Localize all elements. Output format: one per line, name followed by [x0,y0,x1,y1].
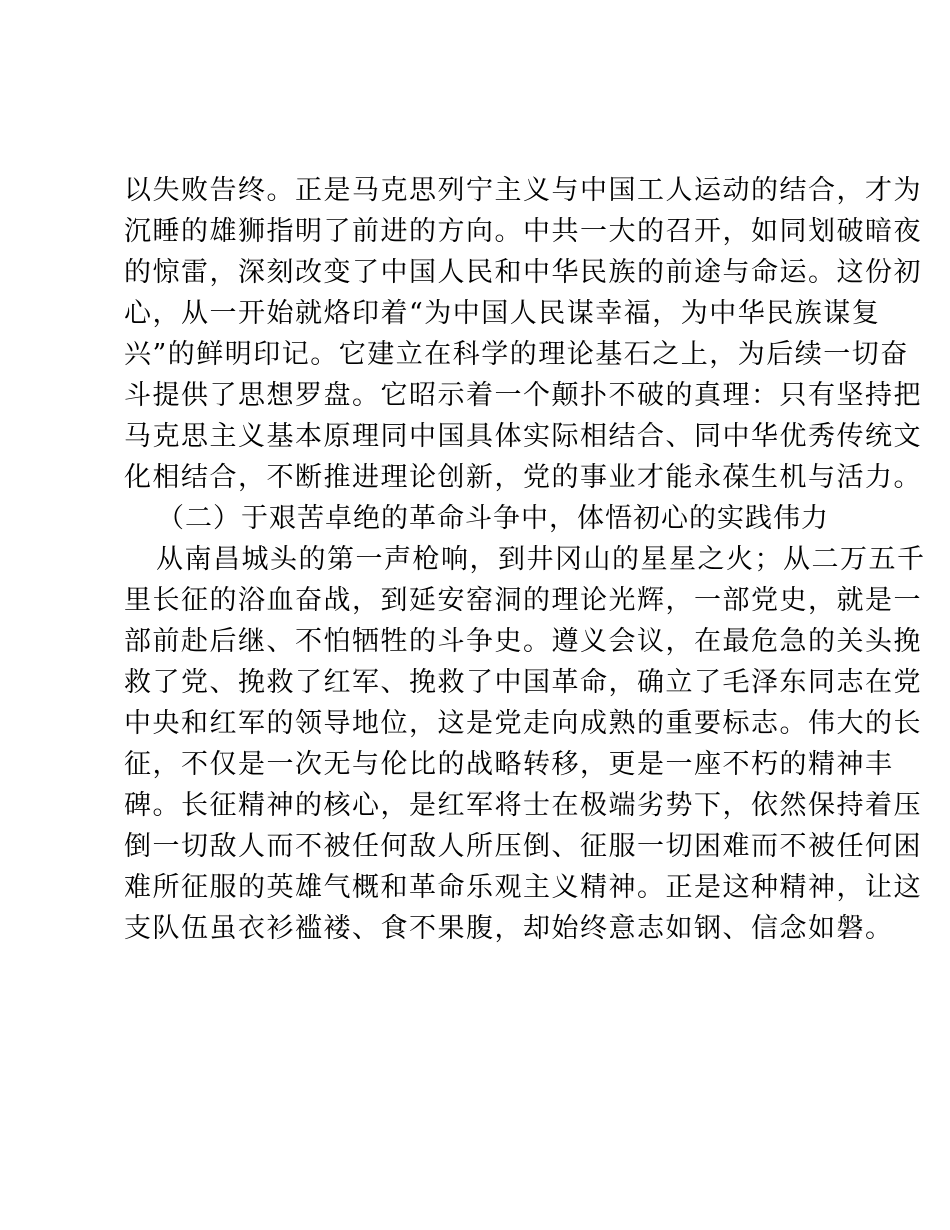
paragraph-line: 马克思主义基本原理同中国具体实际相结合、同中华优秀传统文 [124,421,922,452]
paragraph-line: 兴”的鲜明印记。它建立在科学的理论基石之上，为后续一切奋 [124,339,909,370]
section-heading: （二）于艰苦卓绝的革命斗争中，体悟初心的实践伟力 [157,503,829,534]
paragraph-line: 部前赴后继、不怕牺牲的斗争史。遵义会议，在最危急的关头挽 [124,626,922,657]
paragraph-line: 支队伍虽衣衫褴褛、食不果腹，却始终意志如钢、信念如磐。 [124,913,894,944]
paragraph-line: 救了党、挽救了红军、挽救了中国革命，确立了毛泽东同志在党 [124,667,922,698]
paragraph-line: 化相结合，不断推进理论创新，党的事业才能永葆生机与活力。 [124,462,922,493]
paragraph-line: 从南昌城头的第一声枪响，到井冈山的星星之火；从二万五千 [156,544,926,575]
paragraph-line: 碑。长征精神的核心，是红军将士在极端劣势下，依然保持着压 [124,790,922,821]
paragraph-line: 中央和红军的领导地位，这是党走向成熟的重要标志。伟大的长 [124,708,922,739]
paragraph-line: 斗提供了思想罗盘。它昭示着一个颠扑不破的真理：只有坚持把 [124,380,922,411]
paragraph-line: 以失败告终。正是马克思列宁主义与中国工人运动的结合，才为 [124,175,922,206]
paragraph-line: 倒一切敌人而不被任何敌人所压倒、征服一切困难而不被任何困 [124,831,922,862]
paragraph-line: 沉睡的雄狮指明了前进的方向。中共一大的召开，如同划破暗夜 [124,216,922,247]
paragraph-line: 征，不仅是一次无与伦比的战略转移，更是一座不朽的精神丰 [124,749,894,780]
paragraph-line: 难所征服的英雄气概和革命乐观主义精神。正是这种精神，让这 [124,872,922,903]
paragraph-line: 的惊雷，深刻改变了中国人民和中华民族的前途与命运。这份初 [124,257,922,288]
paragraph-line: 心，从一开始就烙印着“为中国人民谋幸福，为中华民族谋复 [124,298,881,329]
paragraph-line: 里长征的浴血奋战，到延安窑洞的理论光辉，一部党史，就是一 [124,585,922,616]
